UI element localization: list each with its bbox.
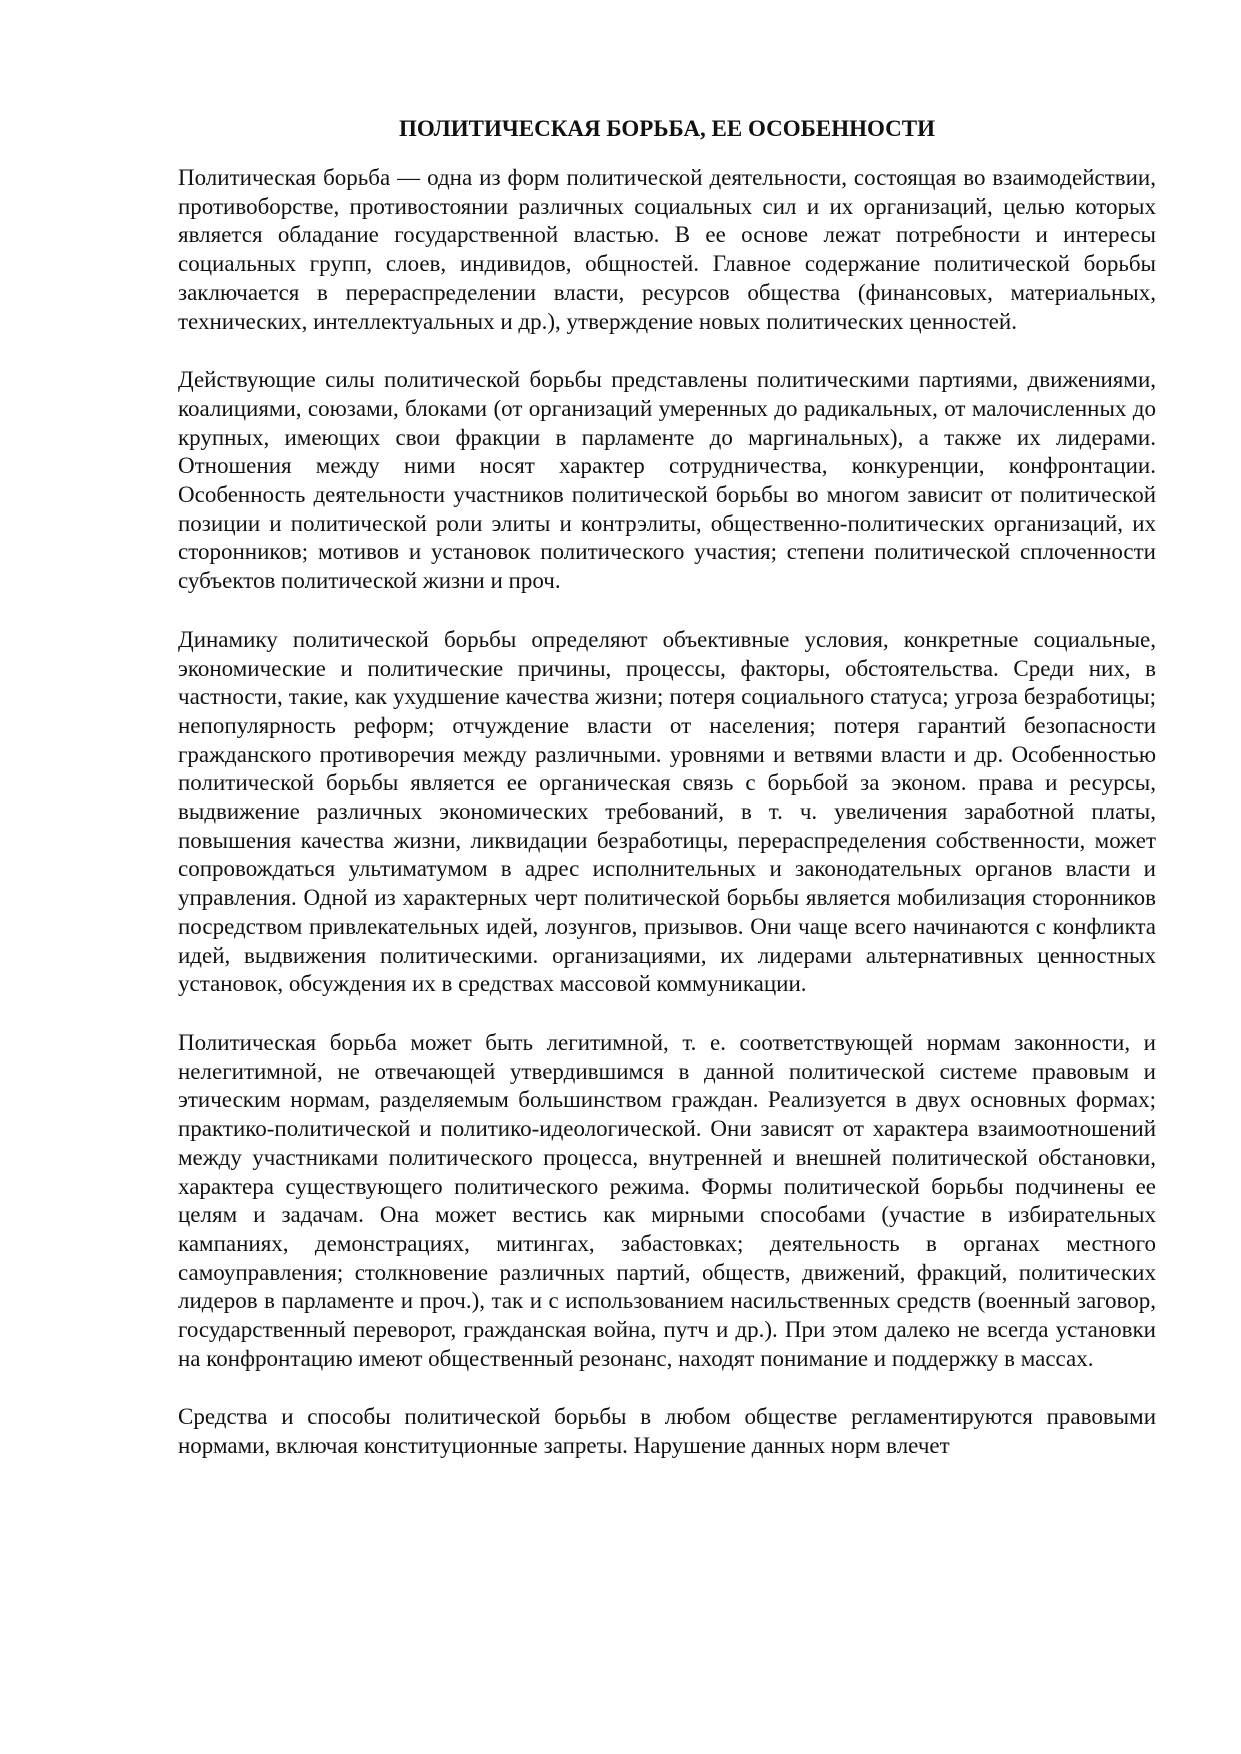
document-body — [178, 114, 1156, 1491]
paragraph-2: Действующие силы политической борьбы представлены политическими партиями, движениями, коалициями, союзами, блоками (от организаций умеренных до радикальных, от малочисленных до крупных, имеющих свои фракции в парламенте до маргинальных), а также их лидерами. Отношения между ними носят характер сотрудничества, конкуренции, конфронтации. Особенность деятельности участников политической борьбы во многом зависит от политической позиции и политической роли элиты и контрэлиты, общественно-политических организаций, их сторонников; мотивов и установок политического участия; степени политической сплоченности субъектов политической жизни и проч. — [178, 367, 1156, 594]
paragraph-5: Средства и способы политической борьбы в любом обществе регламентируются правовыми нормами, включая конституционные запреты. Нарушение данных норм влечет — [178, 1404, 1156, 1459]
paragraph-3: Динамику политической борьбы определяют объективные условия, конкретные социальные, экономические и политические причины, процессы, факторы, обстоятельства. Среди них, в частности, такие, как ухудшение качества жизни; потеря социального статуса; угроза безработицы; непопулярность реформ; отчуждение власти от населения; потеря гарантий безопасности гражданского противоречия между различными. уровнями и ветвями власти и др. Особенностью политической борьбы является ее органическая связь с борьбой за эконом. права и ресурсы, выдвижение различных экономических требований, в т. ч. увеличения заработной платы, повышения качества жизни, ликвидации безработицы, перераспределения собственности, может сопровождаться ультиматумом в адрес исполнительных и законодательных органов власти и управления. Одной из характерных черт политической борьбы является мобилизация сторонников посредством привлекательных идей, лозунгов, призывов. Они чаще всего начинаются с конфликта идей, выдвижения политическими. организациями, их лидерами альтернативных ценностных установок, обсуждения их в средствах массовой коммуникации. — [178, 626, 1156, 997]
document-title: ПОЛИТИЧЕСКАЯ БОРЬБА, ЕЕ ОСОБЕННОСТИ — [398, 116, 936, 141]
paragraph-1: Политическая борьба — одна из форм политической деятельности, состоящая во взаимодействии, противоборстве, противостоянии различных социальных сил и их организаций, целью которых является обладание государственной властью. В ее основе лежат потребности и интересы социальных групп, слоев, индивидов, общностей. Главное содержание политической борьбы заключается в перераспределении власти, ресурсов общества (финансовых, материальных, технических, интеллектуальных и др.), утверждение новых политических ценностей. — [178, 165, 1156, 334]
paragraph-4: Политическая борьба может быть легитимной, т. е. соответствующей нормам законности, и нелегитимной, не отвечающей утвердившимся в данной политической системе правовым и этическим нормам, разделяемым большинством граждан. Реализуется в двух основных формах; практико-политической и политико-идеологической. Они зависят от характера взаимоотношений между участниками политического процесса, внутренней и внешней политической обстановки, характера существующего политического режима. Формы политической борьбы подчинены ее целям и задачам. Она может вестись как мирными способами (участие в избирательных кампаниях, демонстрациях, митингах, забастовках; деятельность в органах местного самоуправления; столкновение различных партий, обществ, движений, фракций, политических лидеров в парламенте и проч.), так и с использованием насильственных средств (военный заговор, государственный переворот, гражданская война, путч и др.). При этом далеко не всегда установки на конфронтацию имеют общественный резонанс, находят понимание и поддержку в массах. — [178, 1029, 1156, 1371]
